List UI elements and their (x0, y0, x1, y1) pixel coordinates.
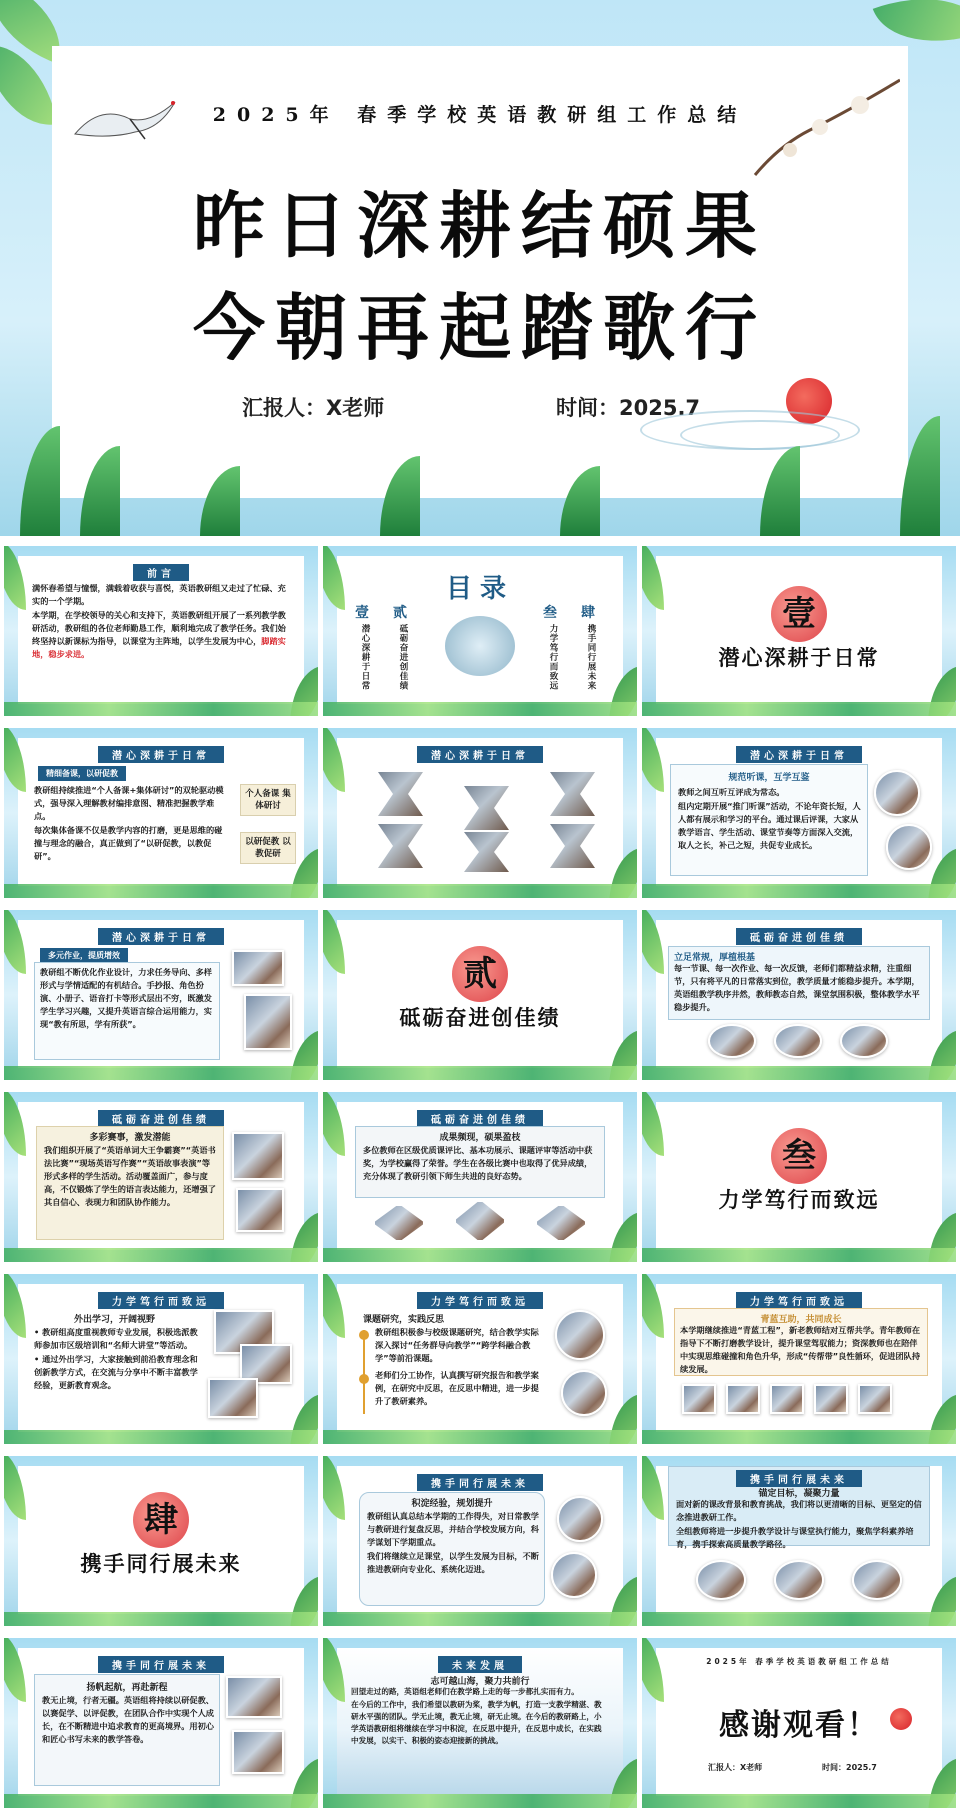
slide-subheading: 成果频现，硕果盈枝 (439, 1133, 521, 1143)
end-date: 时间：2025.7 (822, 1763, 877, 1772)
photo (551, 1552, 597, 1598)
photo (208, 1378, 258, 1418)
photo (858, 1384, 892, 1414)
photo (726, 1384, 760, 1414)
slide-a (4, 728, 318, 898)
slide-body: 教师之间互听互评成为常态。 组内定期开展“推门听课”活动，不论年资长短，人人都有展示和学习的平台。通过课后评课，大家从教学语言、学生活动、课堂节奏等方面深入交流，取人之长，补己之短，共促专业成长。 (678, 787, 861, 850)
photo (770, 1384, 804, 1414)
section-number: 叁 (782, 1136, 816, 1176)
slide-subheading: 课题研究，实践反思 (363, 1315, 445, 1325)
slide-heading: 潜心深耕于日常 (98, 928, 224, 945)
toc-item-2[interactable]: 砥砺奋进创佳绩 (398, 624, 408, 691)
slide-subheading: 积淀经验，规划提升 (411, 1499, 493, 1509)
section-number: 肆 (144, 1500, 178, 1540)
slide-d (4, 910, 318, 1080)
slide-section-2 (323, 910, 637, 1080)
slide-toc (323, 546, 637, 716)
photo (708, 1024, 756, 1058)
slide-body: 我们组织开展了“英语单词大王争霸赛”“英语书法比赛”“现场英语写作赛”“英语故事表演”等形式多样的学生活动。活动覆盖面广，参与度高，不仅锻炼了学生的语言表达能力，还增强了其自信心、表现力和团队协作能力。 (44, 1145, 216, 1207)
photo (232, 950, 284, 986)
section-title: 砥砺奋进创佳绩 (399, 1005, 561, 1030)
slide-body: 教研组不断优化作业设计，力求任务导向、多样形式与学情适配的有机结合。手抄报、角色扮演、小册子、语音打卡等形式层出不穷，既激发学生学习兴趣，又提升英语言综合运用能力，实现“教有所思，学有所获”。 (40, 967, 212, 1029)
slide-m (4, 1638, 318, 1808)
slide-n (323, 1638, 637, 1808)
photo (696, 1560, 746, 1600)
slide-subheading: 青蓝互助，共同成长 (760, 1315, 842, 1325)
photo (814, 1384, 848, 1414)
timeline-line (363, 1330, 365, 1414)
slide-body: 多位教师在区级优质课评比、基本功展示、课题评审等活动中获奖，为学校赢得了荣誉。学生在各级比赛中也取得了优异成绩，充分体现了教研引领下师生共进的良好态势。 (363, 1145, 593, 1181)
grass-decoration (20, 426, 60, 536)
section-title: 潜心深耕于日常 (718, 645, 880, 670)
slide-subheading: 锚定目标，凝聚力量 (758, 1489, 840, 1499)
slide-l (642, 1456, 956, 1626)
cover-reporter: 汇报人：X老师 (242, 396, 385, 420)
slide-heading: 砥砺奋进创佳绩 (98, 1110, 224, 1127)
mountain-mist-decoration (680, 420, 840, 450)
section-title: 携手同行展未来 (80, 1551, 242, 1576)
slide-preface (4, 546, 318, 716)
end-subtitle: 2025年 春季学校英语教研组工作总结 (706, 1657, 892, 1666)
slide-body: 教研组持续推进“个人备课+集体研讨”的双轮驱动模式，强导深入理解教材编排意图、精准把握教学难点。 每次集体备课不仅是教学内容的打磨，更是思维的碰撞与理念的融合，真正做到了“以研促教，以教促研”。 (34, 785, 224, 861)
slide-g (323, 1092, 637, 1262)
slide-h (4, 1274, 318, 1444)
slide-heading: 力学笃行而致远 (417, 1292, 543, 1309)
cover-title-line2: 今朝再起踏歌行 (192, 285, 767, 370)
note-card: 个人备课 集体研讨 (240, 784, 296, 816)
toc-item-4[interactable]: 携手同行展未来 (586, 624, 596, 691)
slide-body: 本学期继续推进“青蓝工程”，新老教师结对互帮共学。青年教师在指导下不断打磨教学设计，提升课堂驾驭能力；资深教师也在陪伴中实现思维碰撞和角色升华，形成“传帮带”良性循环，促进团队持续发展。 (680, 1325, 921, 1374)
toc-num-4: 肆 (581, 605, 595, 621)
slide-subheading: 志可越山海，聚力共前行 (430, 1677, 530, 1687)
slide-heading: 力学笃行而致远 (98, 1292, 224, 1309)
photo (840, 1024, 888, 1058)
slide-section-3 (642, 1092, 956, 1262)
end-title: 感谢观看！ (719, 1708, 879, 1743)
section-title: 力学笃行而致远 (718, 1187, 880, 1212)
toc-num-2: 贰 (393, 605, 407, 621)
slide-subheading: 扬帆起航，再赴新程 (86, 1683, 168, 1693)
photo (886, 824, 932, 870)
note-card: 以研促教 以教促研 (240, 832, 296, 864)
photo (561, 1370, 607, 1416)
slide-heading: 携手同行展未来 (736, 1470, 862, 1487)
photo (226, 1676, 282, 1718)
slide-body: 教研组认真总结本学期的工作得失，对日常教学与教研进行复盘反思，并结合学校发展方向，科学谋划下学期重点。 我们将继续立足课堂，以学生发展为目标，不断推进教研向专业化、系统化迈进。 (367, 1511, 539, 1574)
toc-num-3: 叁 (543, 605, 557, 621)
slide-subheading: 外出学习，开阔视野 (74, 1315, 156, 1325)
slide-body: 满怀春希望与憧憬，满载着收获与喜悦，英语教研组又走过了忙碌、充实的一个学期。 本学期，在学校领导的关心和支持下，英语教研组开展了一系列教学教研活动，教研组的各位老师勤恳工作，顺利地完成了教学任务。我们始终坚持以新课标为指导，以课堂为主阵地，以学生发展为中心， 脚踏实地，稳步求进。 (32, 583, 286, 659)
slide-heading: 砥砺奋进创佳绩 (417, 1110, 543, 1127)
slide-subheading: 立足常规，厚植根基 (674, 953, 756, 963)
slide-body: 回望走过的路，英语组老师们在教学路上走的每一步都扎实而有力。 在今后的工作中，我们希望以教研为桨，教学为帆，打造一支教学精湛、教研水平强的团队。学无止境，教无止境，研无止境。在今后的教研路上，小学英语教研组将继续在学习中积淀，在反思中提升，在反思中成长，在实践中发展，以实干、积极的姿态迎接新的挑战。 (351, 1687, 602, 1745)
photo (852, 1560, 902, 1600)
toc-num-1: 壹 (355, 605, 369, 621)
slide-section-1 (642, 546, 956, 716)
slide-subheading: 多彩赛事，激发潜能 (89, 1133, 171, 1143)
timeline-dot (359, 1330, 369, 1340)
photo (555, 1310, 605, 1360)
slide-heading: 未来发展 (438, 1656, 522, 1673)
photo (557, 1496, 603, 1542)
slide-body: 教研组积极参与校级课题研究，结合教学实际深入探讨“任务群导向教学”“跨学科融合教学”等前沿课题。 老师们分工协作，认真撰写研究报告和教学案例，在研究中反思，在反思中精进，进一步提升了教研素养。 (375, 1327, 539, 1406)
slide-heading: 潜心深耕于日常 (98, 746, 224, 763)
slide-body: 教无止境，行者无疆。英语组将持续以研促教、以赛促学、以评促教，在团队合作中实现个人成长，在不断精进中追求教育的更高境界。用初心和匠心书写未来的教学答卷。 (42, 1695, 214, 1744)
slide-heading: 携手同行展未来 (417, 1474, 543, 1491)
cover-title-line1: 昨日深耕结硕果 (192, 183, 767, 268)
photo (774, 1024, 822, 1058)
photo (244, 994, 292, 1050)
slide-k (323, 1456, 637, 1626)
slide-heading: 潜心深耕于日常 (736, 746, 862, 763)
slide-e (642, 910, 956, 1080)
slide-i (323, 1274, 637, 1444)
slide-section-4 (4, 1456, 318, 1626)
slide-body: • 教研组高度重视教师专业发展，积极选派教师参加市区级培训和“名师大讲堂”等活动。 • 通过外出学习，大家接触到前沿教育理念和创新教学方式，在交流与分享中不断丰富教学经验，更新教育观念。 (34, 1327, 198, 1390)
slide-tag: 精细备课，以研促教 (38, 766, 126, 781)
timeline-dot (359, 1374, 369, 1384)
toc-item-3[interactable]: 力学笃行而致远 (548, 624, 558, 691)
slide-subheading: 规范听课，互学互鉴 (728, 773, 810, 783)
photo (232, 1730, 284, 1774)
slide-body: 面对新的课改背景和教育挑战，我们将以更清晰的目标、更坚定的信念推进教研工作。 全组教师将进一步提升教学设计与课堂执行能力，聚焦学科素养培育，携手探索高质量教学路径。 (676, 1499, 922, 1549)
slide-end (642, 1638, 956, 1808)
toc-title: 目录 (445, 574, 514, 604)
cover-subtitle: 2025年 春季学校英语教研组工作总结 (212, 104, 748, 126)
section-number: 壹 (782, 594, 816, 634)
slide-body: 每一节课、每一次作业、每一次反馈，老师们都精益求精，注重细节，只有将平凡的日常落实到位，教学质量才能稳步提升。本学期，英语组教学秩序井然，教师教态自然，课堂氛围积极，整体教学水平稳步提升。 (674, 963, 920, 1012)
toc-item-1[interactable]: 潜心深耕于日常 (360, 624, 370, 691)
photo (236, 1188, 284, 1232)
slide-c (642, 728, 956, 898)
photo (682, 1384, 716, 1414)
slide-j (642, 1274, 956, 1444)
slide-heading: 力学笃行而致远 (736, 1292, 862, 1309)
red-sun-decoration (890, 1708, 912, 1730)
slide-tag: 多元作业，提质增效 (40, 948, 128, 963)
slide-heading: 砥砺奋进创佳绩 (736, 928, 862, 945)
photo (232, 1132, 284, 1180)
cover-slide (0, 0, 960, 536)
slide-heading: 潜心深耕于日常 (417, 746, 543, 763)
photo (874, 770, 920, 816)
slide-heading: 携手同行展未来 (98, 1656, 224, 1673)
slide-heading: 前言 (133, 564, 189, 581)
slide-f (4, 1092, 318, 1262)
section-number: 贰 (463, 954, 497, 994)
photo (774, 1560, 824, 1600)
end-reporter: 汇报人：X老师 (708, 1763, 763, 1772)
ink-landscape-image (445, 616, 515, 676)
slide-b (323, 728, 637, 898)
cover-date: 时间：2025.7 (556, 396, 701, 420)
